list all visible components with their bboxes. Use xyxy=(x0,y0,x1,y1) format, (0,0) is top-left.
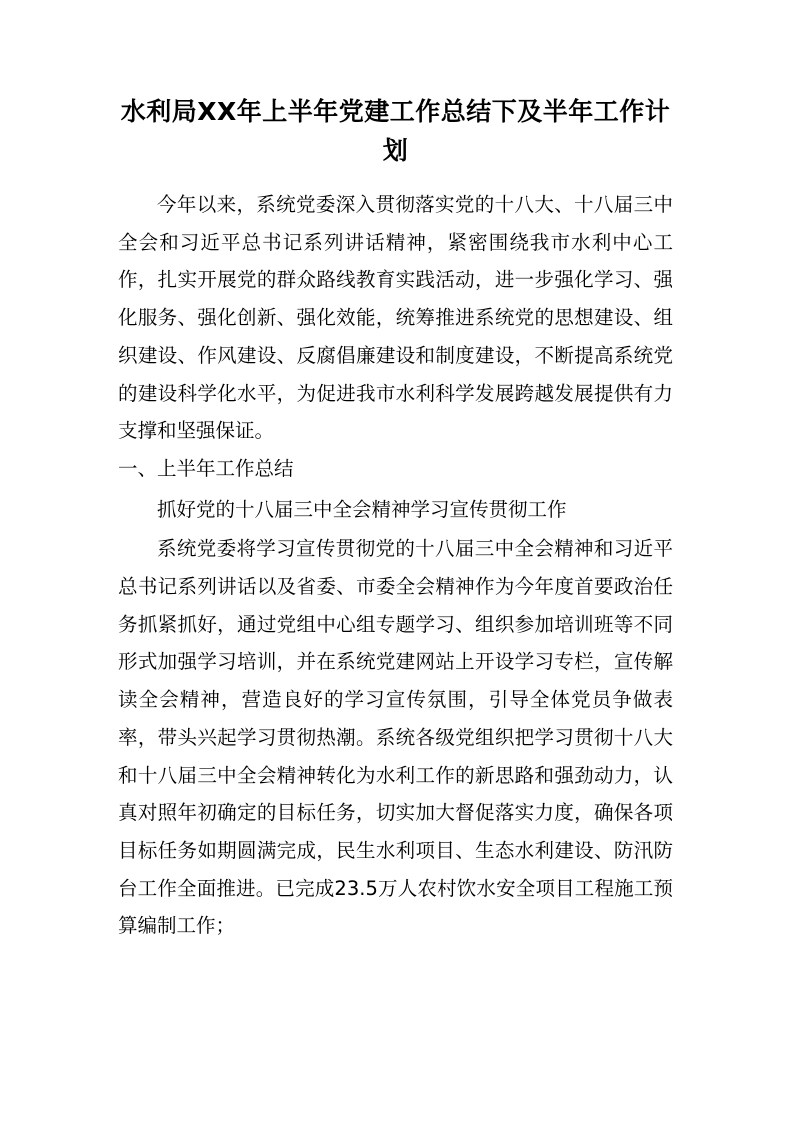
document-body xyxy=(118,92,673,945)
section-heading: 一、上半年工作总结 xyxy=(118,456,294,480)
intro-paragraph: 今年以来，系统党委深入贯彻落实党的十八大、十八届三中全会和习近平总书记系列讲话精神，紧密围绕我市水利中心工作，扎实开展党的群众路线教育实践活动，进一步强化学习、强化服务、强化创新、强化效能，统筹推进系统党的思想建设、组织建设、作风建设、反腐倡廉建设和制度建设，不断提高系统党的建设科学化水平，为促进我市水利科学发展跨越发展提供有力支撑和坚强保证。 xyxy=(118,193,673,443)
subsection-heading: 抓好党的十八届三中全会精神学习宣传贯彻工作 xyxy=(157,497,567,521)
document-title: 水利局XX年上半年党建工作总结下及半年工作计划 xyxy=(120,97,671,165)
section-paragraph: 系统党委将学习宣传贯彻党的十八届三中全会精神和习近平总书记系列讲话以及省委、市委全会精神作为今年度首要政治任务抓紧抓好，通过党组中心组专题学习、组织参加培训班等不同形式加强学习培训，并在系统党建网站上开设学习专栏，宣传解读全会精神，营造良好的学习宣传氛围，引导全体党员争做表率，带头兴起学习贯彻热潮。系统各级党组织把学习贯彻十八大和十八届三中全会精神转化为水利工作的新思路和强劲动力，认真对照年初确定的目标任务，切实加大督促落实力度，确保各项目标任务如期圆满完成，民生水利项目、生态水利建设、防汛防台工作全面推进。已完成23.5万人农村饮水安全项目工程施工预算编制工作； xyxy=(118,537,673,938)
